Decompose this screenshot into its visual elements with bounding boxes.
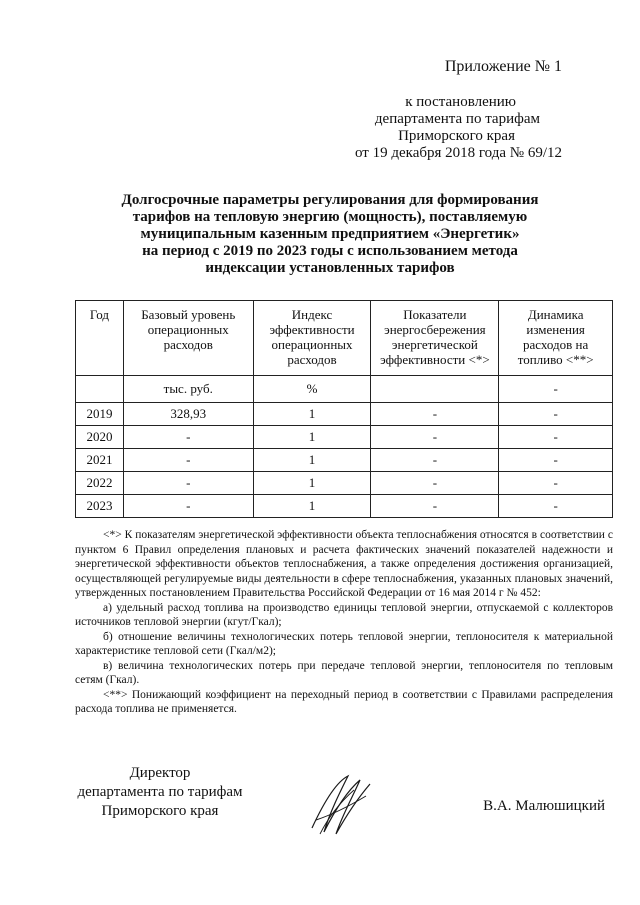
table-cell: 1 (253, 472, 371, 495)
table-row (76, 403, 613, 426)
table-cell: - (371, 403, 499, 426)
header-fuel-dynamics: Динамика изменения расходов на топливо <**> (499, 301, 613, 376)
signer-name: В.А. Малюшицкий (483, 798, 605, 814)
title-line: индексации установленных тарифов (205, 260, 455, 276)
footnote-star: <*> К показателям энергетической эффективности объекта теплоснабжения относятся в соответствии с пунктом 6 Правил определения плановых и расчета фактических значений показателей надежности и энергетической эффективности объектов теплоснабжения, а также определения достижения организацией, осуществляющей регулируемые виды деятельности в сфере теплоснабжения, указанных плановых значений, утвержденных постановлением Правительства Российской Федерации от 16 мая 2014 г № 452: (75, 529, 613, 599)
table-cell: 2023 (76, 495, 124, 518)
parameters-table (75, 300, 613, 518)
table-row (76, 495, 613, 518)
table-cell: 1 (253, 403, 371, 426)
footnote-double-star: <**> Понижающий коэффициент на переходный период в соответствии с Правилами распределения расхода топлива не применяется. (75, 688, 613, 715)
table-row (76, 472, 613, 495)
decree-line: от 19 декабря 2018 года № 69/12 (354, 145, 562, 161)
table-row (76, 426, 613, 449)
table-cell (76, 376, 124, 403)
header-base-opex: Базовый уровень операционных расходов (123, 301, 253, 376)
title-line: Долгосрочные параметры регулирования для формирования (121, 192, 539, 208)
table-cell: - (499, 426, 613, 449)
footnote-item-b: б) отношение величины технологических потерь тепловой энергии, теплоносителя к материальной характеристике тепловой сети (Гкал/м2); (75, 630, 613, 657)
decree-reference (355, 94, 562, 162)
header-efficiency-index: Индекс эффективности операционных расходов (253, 301, 371, 376)
table-cell: 1 (253, 449, 371, 472)
table-cell: - (499, 472, 613, 495)
title-line: муниципальным казенным предприятием «Энергетик» (140, 226, 520, 242)
table-cell: - (123, 472, 253, 495)
handwritten-signature (306, 772, 376, 847)
units-row (76, 376, 613, 403)
table-cell: 1 (253, 426, 371, 449)
table-cell: тыс. руб. (123, 376, 253, 403)
title-line: тарифов на тепловую энергию (мощность), поставляемую (132, 209, 528, 225)
table-cell: - (123, 449, 253, 472)
document-title (110, 192, 550, 277)
footnote-item-c: в) величина технологических потерь при передаче тепловой энергии, теплоносителя по тепловым сетям (Гкал). (75, 659, 613, 686)
table-header-row (76, 301, 613, 376)
table-cell: - (499, 376, 613, 403)
appendix-number: Приложение № 1 (444, 58, 562, 75)
table-row (76, 449, 613, 472)
director-title (60, 764, 260, 821)
table-cell: - (499, 449, 613, 472)
title-line: на период с 2019 по 2023 годы с использованием метода (142, 243, 518, 259)
table-cell: % (253, 376, 371, 403)
decree-line: департамента по тарифам (374, 111, 540, 127)
table-cell: - (499, 403, 613, 426)
decree-line: к постановлению (405, 94, 516, 110)
table-cell: 1 (253, 495, 371, 518)
decree-line: Приморского края (398, 128, 515, 144)
footnote-item-a: а) удельный расход топлива на производство единицы тепловой энергии, отпускаемой с коллекторов источников тепловой энергии (кгут/Гкал); (75, 601, 613, 628)
table-cell: - (123, 495, 253, 518)
table-cell: - (499, 495, 613, 518)
table-cell: 2021 (76, 449, 124, 472)
header-energy-saving: Показатели энергосбережения энергетической эффективности <*> (371, 301, 499, 376)
table-cell: - (371, 449, 499, 472)
table-cell: - (371, 426, 499, 449)
director-line: Директор (129, 765, 191, 781)
table-cell: - (371, 495, 499, 518)
director-line: департамента по тарифам (77, 784, 243, 800)
table-cell: 2019 (76, 403, 124, 426)
table-cell: - (123, 426, 253, 449)
footnotes (75, 528, 613, 717)
table-cell: 2020 (76, 426, 124, 449)
table-cell: 328,93 (123, 403, 253, 426)
table-cell (371, 376, 499, 403)
table-cell: - (371, 472, 499, 495)
header-year: Год (76, 301, 124, 376)
table-cell: 2022 (76, 472, 124, 495)
director-line: Приморского края (101, 803, 219, 819)
